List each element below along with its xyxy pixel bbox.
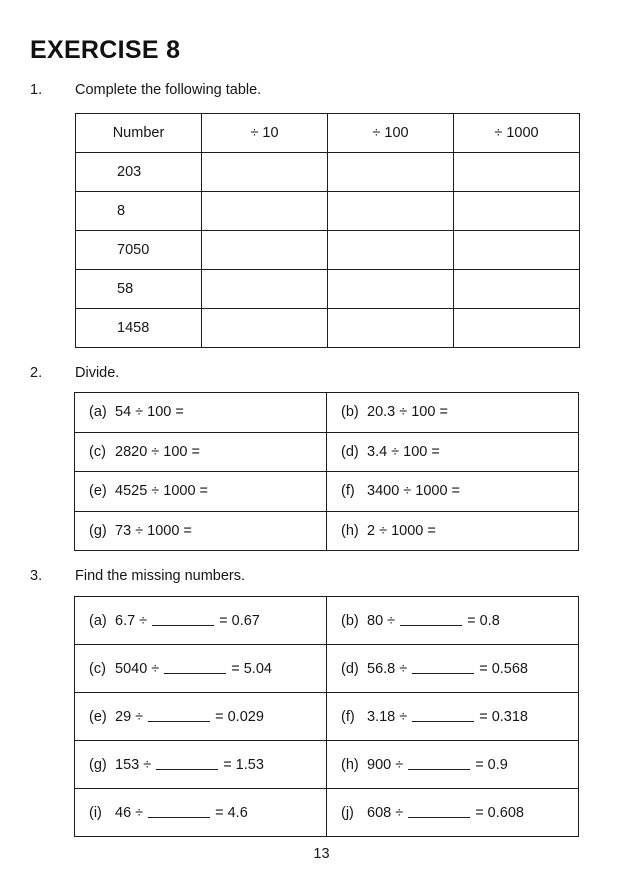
question-2-number: 2. <box>30 365 43 381</box>
item-label: (g) <box>89 756 107 773</box>
item-label: (f) <box>341 483 355 500</box>
answer-cell-div-100[interactable] <box>328 309 454 348</box>
item-expression-after: = 0.568 <box>479 660 529 677</box>
answer-blank[interactable] <box>412 662 474 674</box>
question-1-prompt: Complete the following table. <box>75 82 262 98</box>
item-label: (b) <box>341 612 359 629</box>
table-row <box>75 741 579 789</box>
item-expression-after: = 0.8 <box>467 612 500 629</box>
table-row <box>75 693 579 741</box>
answer-cell-div-10[interactable] <box>202 270 328 309</box>
item-label: (b) <box>341 404 359 421</box>
answer-blank[interactable] <box>400 614 462 626</box>
answer-blank[interactable] <box>164 662 226 674</box>
answer-blank[interactable] <box>412 710 474 722</box>
missing-item-a[interactable] <box>75 597 327 645</box>
answer-cell-div-10[interactable] <box>202 153 328 192</box>
item-expression-before: 3.18 ÷ <box>367 708 408 725</box>
answer-cell-div-1000[interactable] <box>454 231 580 270</box>
item-expression-before: 29 ÷ <box>115 708 144 725</box>
divide-exercises-table <box>74 392 579 551</box>
table-cell-number: 8 <box>76 192 202 231</box>
exercise-item-d[interactable] <box>327 432 579 472</box>
answer-cell-div-1000[interactable] <box>454 153 580 192</box>
item-expression-after: = 0.029 <box>215 708 264 725</box>
missing-item-b[interactable] <box>327 597 579 645</box>
item-expression: 2 ÷ 1000 = <box>367 522 436 539</box>
table-row <box>75 789 579 837</box>
exercise-item-g[interactable] <box>75 511 327 551</box>
column-header-number: Number <box>76 114 202 153</box>
answer-cell-div-1000[interactable] <box>454 270 580 309</box>
place-value-division-table <box>75 113 580 348</box>
table-row <box>75 597 579 645</box>
table-row <box>76 231 580 270</box>
item-expression-after: = 0.9 <box>475 756 508 773</box>
item-expression-after: = 0.608 <box>475 804 524 821</box>
table-cell-number: 203 <box>76 153 202 192</box>
answer-cell-div-100[interactable] <box>328 153 454 192</box>
table-row <box>76 153 580 192</box>
exercise-item-a[interactable] <box>75 393 327 433</box>
item-label: (f) <box>341 708 355 725</box>
table-row <box>75 432 579 472</box>
missing-item-g[interactable] <box>75 741 327 789</box>
item-expression: 4525 ÷ 1000 = <box>115 483 209 500</box>
table-cell-number: 1458 <box>76 309 202 348</box>
answer-blank[interactable] <box>152 614 214 626</box>
answer-blank[interactable] <box>148 806 210 818</box>
answer-cell-div-100[interactable] <box>328 192 454 231</box>
item-expression-before: 6.7 ÷ <box>115 612 148 629</box>
item-label: (i) <box>89 804 102 821</box>
question-2-prompt: Divide. <box>75 365 120 381</box>
missing-item-c[interactable] <box>75 645 327 693</box>
table-header-row <box>76 114 580 153</box>
item-expression-after: = 5.04 <box>231 660 272 677</box>
answer-cell-div-10[interactable] <box>202 231 328 270</box>
item-expression-before: 46 ÷ <box>115 804 144 821</box>
missing-item-j[interactable] <box>327 789 579 837</box>
item-label: (h) <box>341 756 359 773</box>
table-cell-number: 58 <box>76 270 202 309</box>
item-label: (a) <box>89 404 107 421</box>
page-title: EXERCISE 8 <box>30 36 181 64</box>
answer-cell-div-100[interactable] <box>328 231 454 270</box>
item-label: (e) <box>89 483 107 500</box>
missing-item-h[interactable] <box>327 741 579 789</box>
table-row <box>76 309 580 348</box>
missing-item-i[interactable] <box>75 789 327 837</box>
item-expression-before: 608 ÷ <box>367 804 404 821</box>
missing-item-e[interactable] <box>75 693 327 741</box>
answer-cell-div-100[interactable] <box>328 270 454 309</box>
answer-blank[interactable] <box>148 710 210 722</box>
item-expression-before: 900 ÷ <box>367 756 404 773</box>
page-number: 13 <box>313 846 330 862</box>
answer-blank[interactable] <box>156 758 218 770</box>
item-expression: 2820 ÷ 100 = <box>115 443 200 460</box>
item-expression-after: = 4.6 <box>215 804 248 821</box>
column-header-div-10: ÷ 10 <box>202 114 328 153</box>
answer-blank[interactable] <box>408 806 470 818</box>
exercise-item-f[interactable] <box>327 472 579 512</box>
item-label: (e) <box>89 708 107 725</box>
question-3-prompt: Find the missing numbers. <box>75 568 246 584</box>
table-row <box>76 270 580 309</box>
exercise-item-e[interactable] <box>75 472 327 512</box>
item-expression-before: 153 ÷ <box>115 756 152 773</box>
item-label: (h) <box>341 522 359 539</box>
item-expression-before: 5040 ÷ <box>115 660 160 677</box>
table-cell-number: 7050 <box>76 231 202 270</box>
table-row <box>75 472 579 512</box>
answer-blank[interactable] <box>408 758 470 770</box>
item-label: (c) <box>89 660 106 677</box>
table-row <box>75 393 579 433</box>
item-expression-before: 56.8 ÷ <box>367 660 408 677</box>
table-row <box>75 645 579 693</box>
table-row <box>75 511 579 551</box>
table-row <box>76 192 580 231</box>
question-1-number: 1. <box>30 82 43 98</box>
answer-cell-div-10[interactable] <box>202 192 328 231</box>
answer-cell-div-1000[interactable] <box>454 192 580 231</box>
item-label: (j) <box>341 804 354 821</box>
item-label: (d) <box>341 660 359 677</box>
exercise-item-b[interactable] <box>327 393 579 433</box>
exercise-item-c[interactable] <box>75 432 327 472</box>
item-expression: 3.4 ÷ 100 = <box>367 443 440 460</box>
item-expression-after: = 1.53 <box>223 756 264 773</box>
answer-cell-div-1000[interactable] <box>454 309 580 348</box>
item-expression-after: = 0.318 <box>479 708 529 725</box>
column-header-div-1000: ÷ 1000 <box>454 114 580 153</box>
item-label: (g) <box>89 522 107 539</box>
item-expression: 73 ÷ 1000 = <box>115 522 192 539</box>
item-label: (d) <box>341 443 359 460</box>
exercise-item-h[interactable] <box>327 511 579 551</box>
question-3-number: 3. <box>30 568 43 584</box>
answer-cell-div-10[interactable] <box>202 309 328 348</box>
item-label: (c) <box>89 443 106 460</box>
column-header-div-100: ÷ 100 <box>328 114 454 153</box>
item-expression: 54 ÷ 100 = <box>115 404 184 421</box>
item-expression: 20.3 ÷ 100 = <box>367 404 448 421</box>
item-expression-after: = 0.67 <box>219 612 260 629</box>
missing-item-d[interactable] <box>327 645 579 693</box>
item-expression: 3400 ÷ 1000 = <box>367 483 461 500</box>
missing-item-f[interactable] <box>327 693 579 741</box>
item-expression-before: 80 ÷ <box>367 612 396 629</box>
item-label: (a) <box>89 612 107 629</box>
missing-numbers-table <box>74 596 579 837</box>
